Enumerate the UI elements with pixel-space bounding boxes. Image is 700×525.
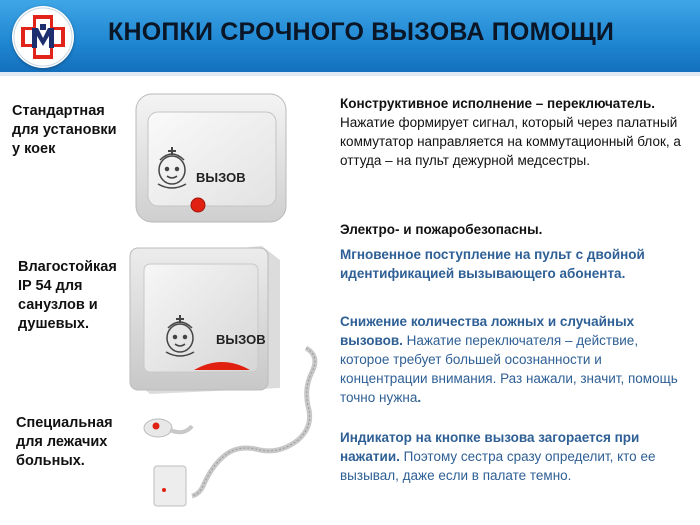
label-special: Специальная для лежачих больных. bbox=[16, 415, 113, 469]
false-calls-body: Нажатие переключателя – действие, которое требует большей осознанности и концентрации внимания. Раз нажали, значит, помощь точно нужна bbox=[340, 333, 678, 405]
standard-call-button-image bbox=[132, 90, 292, 235]
construction-body: Нажатие формирует сигнал, который через палатный коммутатор направляется на коммутационный блок, а оттуда – на пульт дежурной медсестры. bbox=[340, 115, 681, 168]
button-label-1: ВЫЗОВ bbox=[196, 170, 246, 185]
label-standard: Стандартная для установки у коек bbox=[12, 103, 117, 157]
indicator-title: Индикатор на кнопке вызова загорается при нажатии. bbox=[340, 430, 640, 464]
pendant-call-button-image bbox=[136, 340, 336, 525]
construction-block bbox=[340, 94, 688, 170]
label-waterproof: Влагостойкая IP 54 для санузлов и душевых. bbox=[18, 259, 117, 332]
indicator-block bbox=[340, 428, 688, 485]
instant-delivery-note: Мгновенное поступление на пульт с двойной идентификацией вызывающего абонента. bbox=[340, 247, 645, 281]
false-calls-end: . bbox=[417, 390, 422, 405]
page-title: КНОПКИ СРОЧНОГО ВЫЗОВА ПОМОЩИ bbox=[108, 18, 615, 46]
construction-title: Конструктивное исполнение – переключатель. bbox=[340, 96, 656, 111]
header-divider bbox=[0, 72, 700, 76]
false-calls-title: Снижение количества ложных и случайных вызовов. bbox=[340, 314, 635, 348]
indicator-body: Поэтому сестра сразу определит, кто ее вызывал, даже если в палате темно. bbox=[340, 449, 656, 483]
medical-logo-icon bbox=[12, 6, 74, 68]
button-label-2: ВЫЗОВ bbox=[216, 332, 266, 347]
safety-note: Электро- и пожаробезопасны. bbox=[340, 222, 543, 237]
false-calls-block bbox=[340, 312, 688, 407]
